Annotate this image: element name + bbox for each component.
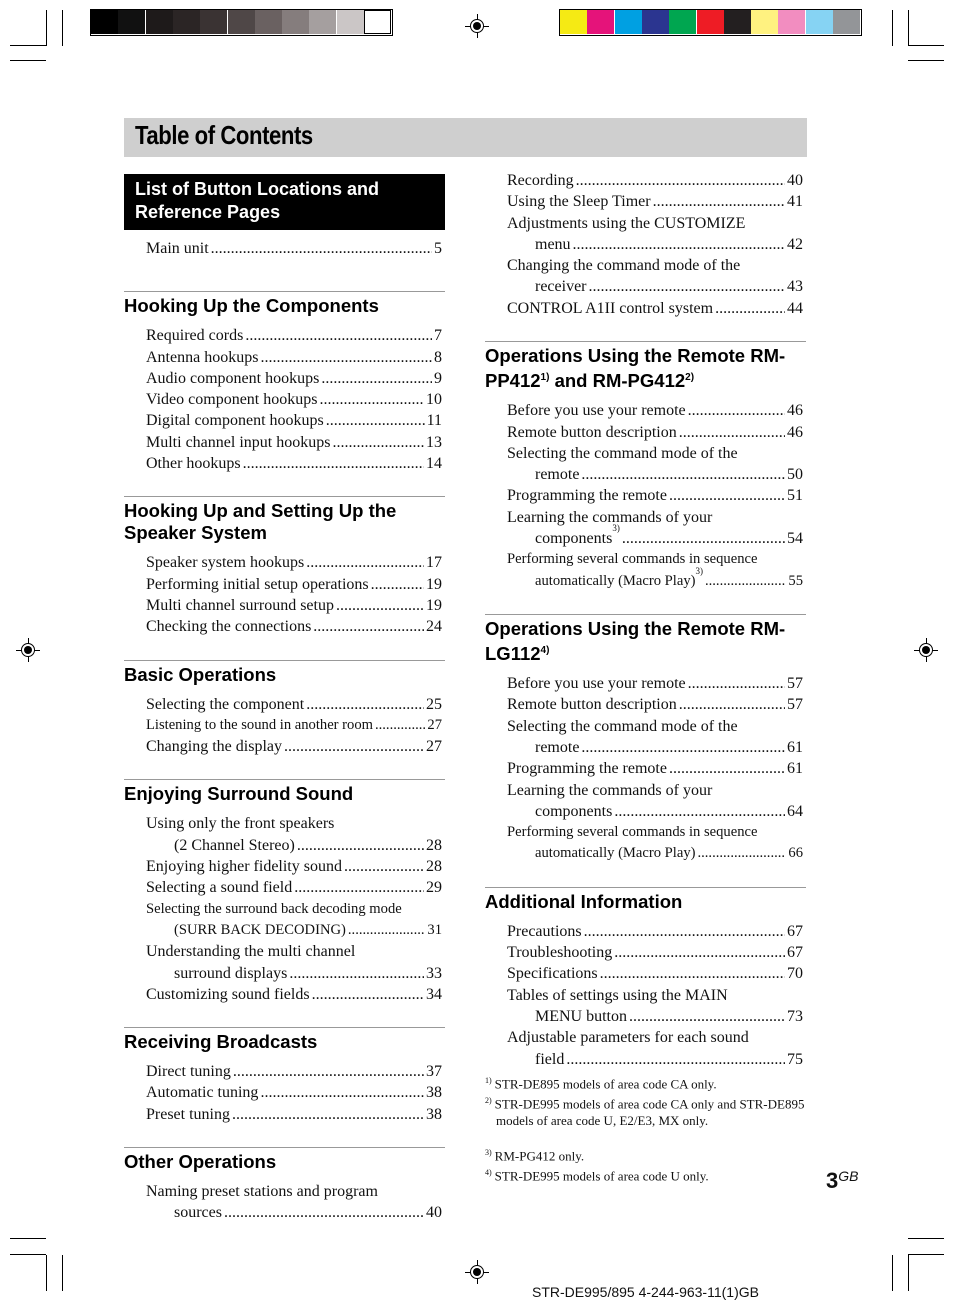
- entry-first-line: Learning the commands of your: [507, 508, 713, 526]
- toc-entry[interactable]: [507, 565, 803, 592]
- leader-dots: [614, 801, 785, 822]
- entry-label: Remote button description: [507, 423, 677, 441]
- page-ref: 10: [426, 391, 442, 409]
- toc-entry[interactable]: [146, 552, 442, 573]
- entry-label: menu: [535, 235, 571, 253]
- entry-first-line: Selecting the command mode of the: [507, 444, 738, 462]
- toc-entry[interactable]: [146, 835, 442, 856]
- entry-label: (2 Channel Stereo): [174, 836, 295, 854]
- toc-entry[interactable]: [146, 389, 442, 410]
- leader-dots: [589, 276, 785, 297]
- footnote-mark: 1): [485, 1076, 492, 1085]
- toc-entry[interactable]: [507, 464, 803, 485]
- page-ref: 46: [787, 423, 803, 441]
- section-divider: [124, 1027, 445, 1028]
- entry-label: sources: [174, 1204, 222, 1222]
- toc-entry[interactable]: [146, 574, 442, 595]
- toc-section: [485, 170, 806, 319]
- toc-entry[interactable]: [507, 758, 803, 779]
- leader-dots: [688, 673, 785, 694]
- entry-label: Recording: [507, 172, 574, 189]
- leader-dots: [306, 552, 424, 573]
- toc-entry[interactable]: [146, 432, 442, 453]
- leader-dots: [576, 170, 785, 191]
- leader-dots: [289, 963, 424, 984]
- leader-dots: [260, 347, 432, 368]
- entry-label: field: [535, 1050, 565, 1068]
- toc-entry[interactable]: [146, 325, 442, 346]
- crop-mark: [46, 10, 47, 46]
- leader-dots: [294, 877, 424, 898]
- toc-section: [485, 887, 806, 1070]
- entry-label: Listening to the sound in another room: [146, 716, 373, 733]
- toc-section: [124, 1147, 445, 1224]
- crop-mark: [10, 1238, 46, 1239]
- color-bar-frame: [559, 9, 862, 36]
- entry-list: [124, 325, 445, 474]
- page-ref: 44: [787, 299, 803, 317]
- entry-label: Programming the remote: [507, 487, 667, 505]
- entry-list: [485, 170, 806, 319]
- leader-dots: [581, 464, 785, 485]
- page-ref: 31: [427, 921, 442, 938]
- page-ref: 67: [787, 922, 803, 940]
- leader-dots: [224, 1202, 424, 1223]
- page-ref: 34: [426, 985, 442, 1003]
- leader-dots: [614, 942, 785, 963]
- crop-mark: [908, 1238, 944, 1239]
- registration-mark-icon: [465, 1260, 489, 1284]
- toc-entry[interactable]: [146, 347, 442, 368]
- crop-mark: [908, 10, 909, 46]
- crop-mark: [908, 1254, 944, 1255]
- page-ref: 43: [787, 278, 803, 296]
- section-heading: Hooking Up and Setting Up the Speaker System: [124, 500, 397, 544]
- entry-label: Before you use your remote: [507, 402, 686, 420]
- entry-label: automatically (Macro Play): [535, 572, 696, 589]
- entry-list: [124, 238, 445, 259]
- registration-mark-icon: [16, 638, 40, 662]
- page-ref: 61: [787, 738, 803, 756]
- page-ref: 40: [787, 172, 803, 189]
- entry-list: [124, 552, 445, 637]
- crop-mark: [908, 45, 944, 46]
- toc-entry[interactable]: [146, 877, 442, 898]
- page-ref: 61: [787, 760, 803, 778]
- page-title: Table of Contents: [135, 120, 313, 150]
- leader-dots: [715, 298, 785, 319]
- footnote-ref: 2): [685, 372, 695, 384]
- page-ref: 37: [426, 1063, 442, 1081]
- toc-entry[interactable]: [507, 801, 803, 822]
- entry-label: Specifications: [507, 965, 598, 983]
- toc-entry[interactable]: [507, 1049, 803, 1070]
- section-heading: [485, 618, 806, 665]
- page-ref: 38: [426, 1084, 442, 1102]
- page-ref: 27: [426, 738, 442, 756]
- entry-label: Selecting a sound field: [146, 879, 293, 897]
- page-ref: 75: [787, 1050, 803, 1068]
- crop-mark: [46, 1255, 47, 1291]
- page-ref: 7: [434, 327, 442, 345]
- toc-entry[interactable]: [146, 963, 442, 984]
- section-heading: [485, 345, 806, 392]
- section-heading: Receiving Broadcasts: [124, 1031, 318, 1053]
- section-divider: [485, 614, 806, 615]
- entry-list: [485, 400, 806, 592]
- toc-entry[interactable]: [507, 1006, 803, 1027]
- page-ref: 19: [426, 575, 442, 593]
- page-ref: 42: [787, 235, 803, 253]
- toc-entry[interactable]: [507, 673, 803, 694]
- crop-mark: [892, 10, 893, 46]
- entry-label: Multi channel input hookups: [146, 433, 331, 451]
- leader-dots: [344, 856, 424, 877]
- entry-list: [124, 813, 445, 1005]
- entry-first-line: Learning the commands of your: [507, 781, 713, 799]
- entry-label: MENU button: [535, 1007, 627, 1025]
- toc-entry[interactable]: [507, 942, 803, 963]
- footnote-ref: 4): [540, 644, 550, 656]
- toc-entry[interactable]: [507, 400, 803, 421]
- leader-dots: [669, 758, 785, 779]
- entry-label: Other hookups: [146, 455, 241, 473]
- page-ref: 66: [788, 845, 803, 862]
- entry-label: Required cords: [146, 327, 244, 345]
- crop-mark: [10, 45, 46, 46]
- toc-entry[interactable]: [507, 921, 803, 942]
- entry-label: Antenna hookups: [146, 348, 259, 366]
- footnote-text: STR-DE895 models of area code CA only.: [494, 1076, 717, 1092]
- entry-label: Programming the remote: [507, 760, 667, 778]
- entry-label: Checking the connections: [146, 618, 312, 636]
- page-ref: 28: [426, 836, 442, 854]
- section-divider: [485, 341, 806, 342]
- entry-list: [485, 921, 806, 1070]
- entry-list: [485, 673, 806, 865]
- page-ref: 41: [787, 193, 803, 211]
- page-ref: 28: [426, 858, 442, 876]
- entry-first-line: Performing several commands in sequence: [507, 551, 758, 568]
- leader-dots: [319, 389, 424, 410]
- page-ref: 5: [434, 240, 442, 257]
- entry-label: Digital component hookups: [146, 412, 324, 430]
- page-ref: 38: [426, 1105, 442, 1123]
- footnote-mark: 4): [485, 1168, 492, 1177]
- page-ref: 11: [426, 412, 442, 430]
- heading-text: Operations Using the Remote RM-LG112: [485, 617, 786, 665]
- toc-entry[interactable]: [146, 1082, 442, 1103]
- heading-text: Operations Using the Remote RM-PP412: [485, 345, 786, 392]
- leader-dots: [326, 410, 425, 431]
- toc-section: [124, 660, 445, 758]
- entry-list: [124, 1061, 445, 1125]
- toc-entry[interactable]: [507, 298, 803, 319]
- entry-first-line: Selecting the surround back decoding mode: [146, 900, 402, 917]
- toc-entry[interactable]: [146, 410, 442, 431]
- leader-dots: [313, 616, 424, 637]
- page-ref: 51: [787, 487, 803, 505]
- entry-label: Automatic tuning: [146, 1084, 259, 1102]
- crop-mark: [908, 1255, 909, 1291]
- toc-entry[interactable]: [507, 523, 803, 549]
- toc-entry[interactable]: [507, 737, 803, 758]
- crop-mark: [908, 60, 944, 61]
- toc-entry[interactable]: [507, 485, 803, 506]
- entry-label: components: [535, 530, 613, 548]
- page-ref: 29: [426, 879, 442, 897]
- leader-dots: [629, 1006, 785, 1027]
- leader-dots: [573, 234, 785, 255]
- toc-entry[interactable]: [146, 715, 442, 736]
- section-heading: Other Operations: [124, 1151, 277, 1173]
- toc-entry[interactable]: [146, 368, 442, 389]
- toc-entry[interactable]: [507, 191, 803, 212]
- page-ref: 73: [787, 1007, 803, 1025]
- entry-label: Changing the display: [146, 738, 282, 756]
- crop-mark: [892, 1255, 893, 1291]
- entry-first-line: Adjustments using the CUSTOMIZE: [507, 214, 746, 232]
- leader-dots: [321, 368, 432, 389]
- page-ref: 14: [426, 455, 442, 473]
- section-heading: Enjoying Surround Sound: [124, 783, 354, 805]
- toc-entry[interactable]: [146, 1104, 442, 1125]
- toc-entry[interactable]: [507, 234, 803, 255]
- toc-entry[interactable]: [146, 920, 442, 941]
- page-ref: 24: [426, 618, 442, 636]
- leader-dots: [284, 736, 424, 757]
- footnote-ref: 1): [540, 372, 550, 384]
- leader-dots: [688, 400, 785, 421]
- toc-entry[interactable]: [507, 963, 803, 984]
- footnote: [485, 1164, 806, 1184]
- leader-dots: [332, 432, 424, 453]
- leader-dots: [245, 325, 432, 346]
- toc-section: [485, 614, 806, 865]
- leader-dots: [653, 191, 785, 212]
- page-ref: 17: [426, 554, 442, 572]
- leader-dots: [260, 1082, 424, 1103]
- toc-section: [124, 496, 445, 637]
- toc-entry[interactable]: [146, 736, 442, 757]
- entry-first-line: Selecting the command mode of the: [507, 717, 738, 735]
- footnote-ref: 3): [695, 565, 703, 576]
- footnote: [485, 1144, 806, 1164]
- toc-entry[interactable]: [146, 616, 442, 637]
- entry-label: Video component hookups: [146, 391, 318, 409]
- toc-entry[interactable]: [507, 843, 803, 864]
- entry-label: remote: [535, 466, 580, 484]
- page-ref: 55: [788, 572, 803, 589]
- toc-entry[interactable]: [146, 984, 442, 1005]
- toc-section: [485, 341, 806, 592]
- leader-dots: [312, 984, 424, 1005]
- entry-label: receiver: [535, 278, 587, 296]
- page-ref: 40: [426, 1204, 442, 1222]
- entry-label: Performing initial setup operations: [146, 575, 369, 593]
- entry-label: Selecting the component: [146, 695, 305, 713]
- heading-text: and RM-PG412: [549, 370, 686, 392]
- leader-dots: [679, 422, 785, 443]
- section-divider: [485, 887, 806, 888]
- entry-label: Main unit: [146, 240, 209, 257]
- entry-first-line: Performing several commands in sequence: [507, 824, 758, 841]
- section-divider: [124, 779, 445, 780]
- entry-label: Using the Sleep Timer: [507, 193, 651, 211]
- entry-label: components: [535, 802, 613, 820]
- page-ref: 57: [787, 696, 803, 714]
- footnote-mark: 2): [485, 1096, 492, 1105]
- entry-first-line: Naming preset stations and program: [146, 1183, 378, 1201]
- toc-section: [124, 291, 445, 474]
- toc-entry[interactable]: [146, 694, 442, 715]
- leader-dots: [600, 963, 785, 984]
- footnote-text: STR-DE995 models of area code U only.: [494, 1168, 709, 1184]
- toc-entry[interactable]: [146, 1202, 442, 1223]
- entry-label: remote: [535, 738, 580, 756]
- registration-mark-icon: [914, 638, 938, 662]
- section-heading: Hooking Up the Components: [124, 295, 379, 317]
- leader-dots: [297, 835, 424, 856]
- entry-label: Precautions: [507, 922, 582, 940]
- left-column: [124, 174, 445, 1246]
- footnote-mark: 3): [485, 1148, 492, 1157]
- page-number: $3^{GB}$: [826, 1168, 859, 1193]
- section-divider: [124, 1147, 445, 1148]
- crop-mark: [62, 1255, 63, 1291]
- entry-label: Audio component hookups: [146, 369, 320, 387]
- toc-entry[interactable]: [507, 170, 803, 191]
- toc-entry[interactable]: [146, 453, 442, 474]
- leader-dots: [581, 737, 785, 758]
- leader-dots: [622, 528, 785, 549]
- crop-mark: [62, 10, 63, 46]
- section-divider: [124, 291, 445, 292]
- page-ref: 70: [787, 965, 803, 983]
- section-heading: Additional Information: [485, 890, 683, 912]
- section-heading: Basic Operations: [124, 663, 277, 685]
- toc-section: [124, 174, 445, 259]
- entry-label: Troubleshooting: [507, 944, 613, 962]
- entry-label: Customizing sound fields: [146, 985, 310, 1003]
- page-ref: 33: [426, 964, 442, 982]
- toc-entry[interactable]: [146, 595, 442, 616]
- entry-first-line: Tables of settings using the MAIN: [507, 986, 728, 1004]
- leader-dots: [697, 843, 786, 864]
- entry-label: automatically (Macro Play): [535, 845, 696, 862]
- leader-dots: [232, 1104, 424, 1125]
- section-divider: [124, 660, 445, 661]
- leader-dots: [371, 574, 424, 595]
- toc-entry[interactable]: [507, 276, 803, 297]
- toc-entry[interactable]: [146, 1061, 442, 1082]
- leader-dots: [566, 1049, 785, 1070]
- entry-first-line: Changing the command mode of the: [507, 257, 741, 275]
- crop-mark: [10, 1254, 46, 1255]
- page-ref: 19: [426, 596, 442, 614]
- toc-section: [124, 779, 445, 1005]
- toc-entry[interactable]: [146, 238, 442, 259]
- footnote: [485, 1072, 806, 1092]
- page-ref: 64: [787, 802, 803, 820]
- entry-list: [124, 1181, 445, 1224]
- footnote-text: STR-DE995 models of area code CA only and STR-DE895 models of area code U, E2/E3, MX only.: [494, 1096, 805, 1129]
- page-ref: 67: [787, 944, 803, 962]
- footnote-text: RM-PG412 only.: [494, 1148, 585, 1164]
- section-divider: [124, 496, 445, 497]
- page-suffix: GB: [838, 1168, 859, 1184]
- leader-dots: [348, 920, 426, 941]
- registration-mark-icon: [465, 14, 489, 38]
- page-ref: 13: [426, 433, 442, 451]
- entry-first-line: Using only the front speakers: [146, 815, 335, 833]
- entry-label: Direct tuning: [146, 1063, 231, 1081]
- footnote-ref: 3): [612, 523, 620, 534]
- toc-entry[interactable]: [507, 694, 803, 715]
- entry-label: (SURR BACK DECODING): [174, 921, 346, 938]
- toc-entry[interactable]: [507, 422, 803, 443]
- page-ref: 50: [787, 466, 803, 484]
- section-heading: List of Button Locations and Reference Pages: [124, 174, 445, 230]
- entry-label: surround displays: [174, 964, 288, 982]
- entry-label: Multi channel surround setup: [146, 596, 334, 614]
- page-ref: 46: [787, 402, 803, 420]
- toc-entry[interactable]: [146, 856, 442, 877]
- leader-dots: [669, 485, 785, 506]
- leader-dots: [211, 238, 432, 259]
- page-ref: 57: [787, 675, 803, 693]
- page-ref: 54: [787, 530, 803, 548]
- entry-label: Enjoying higher fidelity sound: [146, 858, 342, 876]
- leader-dots: [679, 694, 785, 715]
- entry-label: Before you use your remote: [507, 675, 686, 693]
- entry-label: Speaker system hookups: [146, 554, 305, 572]
- leader-dots: [336, 595, 424, 616]
- leader-dots: [584, 921, 785, 942]
- footnote: [485, 1092, 806, 1129]
- page-ref: 25: [426, 695, 442, 713]
- right-column: [485, 170, 806, 1092]
- page-ref: 27: [427, 716, 442, 733]
- leader-dots: [306, 694, 424, 715]
- entry-label: Remote button description: [507, 696, 677, 714]
- entry-first-line: Adjustable parameters for each sound: [507, 1029, 749, 1047]
- leader-dots: [375, 715, 425, 736]
- entry-first-line: Understanding the multi channel: [146, 943, 356, 961]
- model-code: STR-DE995/895 4-244-963-11(1)GB: [532, 1284, 759, 1300]
- leader-dots: [705, 571, 786, 592]
- entry-label: CONTROL A1II control system: [507, 299, 714, 317]
- gray-bar-frame: [90, 9, 393, 36]
- toc-section: [124, 1027, 445, 1125]
- crop-mark: [10, 60, 46, 61]
- entry-label: Preset tuning: [146, 1105, 230, 1123]
- entry-list: [124, 694, 445, 758]
- leader-dots: [243, 453, 424, 474]
- leader-dots: [233, 1061, 424, 1082]
- page-ref: 9: [434, 369, 442, 387]
- page-ref: 8: [434, 348, 442, 366]
